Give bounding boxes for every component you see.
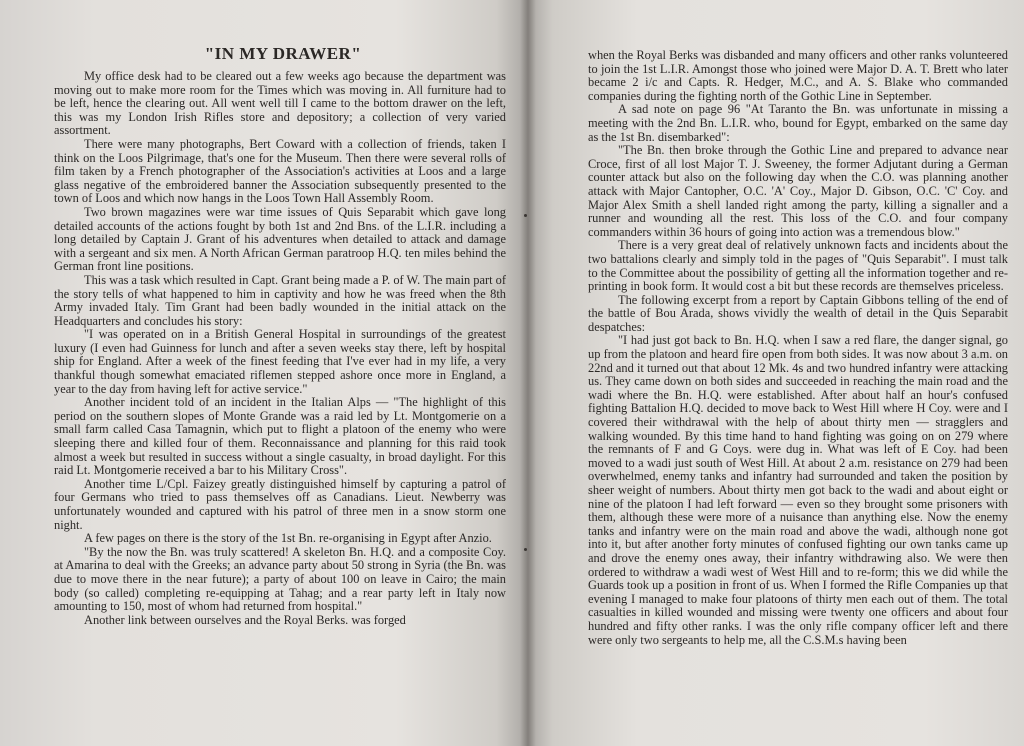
binding-staple-bottom	[524, 548, 527, 551]
left-paragraph-1: My office desk had to be cleared out a few weeks ago because the department was moving out to make more room for the Times which was moving in. All furniture had to be left, hence the clearing out. All went well till I came to the bottom drawer on the left, this was my London Irish Rifles store and depository; a collection of very varied assortment.	[54, 69, 506, 138]
left-paragraph-8: A few pages on there is the story of the 1st Bn. re-organising in Egypt after Anzio.	[84, 531, 492, 546]
left-paragraph-10: Another link between ourselves and the Royal Berks. was forged	[84, 612, 406, 627]
book-gutter	[520, 0, 536, 746]
left-paragraph-5: "I was operated on in a British General Hospital in surroundings of the greatest luxury (I even had Guinness for lunch and after a seven weeks stay there, left by hospital ship for England. After a week of the finest feeding that I've ever had in my life, a very thankful though somewhat emaciated riflemen stepped ashore once more in England, a year to the day from having left for active service."	[54, 327, 506, 396]
left-paragraph-6: Another incident told of an incident in the Italian Alps — "The highlight of this period on the southern slopes of Monte Grande was a raid led by Lt. Montgomerie on a small farm called Casa Tamagnin, which put to flight a platoon of the enemy who were sleeping there and killed four of them. Reconnaissance and planning for this raid took almost a week but resulted in success without a single casualty, in broad daylight. For this raid Lt. Montgomerie received a bar to his Military Cross".	[54, 395, 506, 478]
right-paragraph-2: A sad note on page 96 "At Taranto the Bn. was unfortunate in missing a meeting with the 2nd Bn. L.I.R. who, bound for Egypt, embarked on the same day as the 1st Bn. disembarked":	[588, 102, 1008, 144]
left-paragraph-2: There were many photographs, Bert Coward with a collection of friends, taken I think on the Loos Pilgrimage, that's one for the Museum. Then there were several rolls of film taken by a French photographer of the Association's activities at Loos and a large glass negative of the embroidered banner the Association subsequently presented to the town of Loos and which now hangs in the Loos Town Hall Assembly Room.	[54, 136, 506, 206]
right-paragraph-6: "I had just got back to Bn. H.Q. when I saw a red flare, the danger signal, go up from the platoon and heard fire open from both sides. It was now about 3 a.m. on 22nd and it turned out that about 12 Mk. 4s and two hundred infantry were attacking us. They came down on both sides and succeeded in reaching the main road and the wadi where the Bn. H.Q. were established. After about half an hour's confused fighting Battalion H.Q. decided to move back to West Hill where H Coy. were and I covered their withdrawal with the help of about thirty men — stragglers and walking wounded. By this time hand to hand fighting was going on on 279 where the remnants of F and G Coys. were dug in. What was left of E Coy. had been moved to a wadi just south of West Hill. At about 2 a.m. resistance on 279 had been overwhelmed, enemy tanks and infantry had surrounded and taken the position by sheer weight of numbers. About thirty men got back to the wadi and about eight or nine of the platoon I had left forward — even so they brought some prisoners with them, although these were more of a nuisance than anything else. Now the enemy tanks and infantry were on the main road and above the wadi, although none got into it, but after another forty minutes of confused fighting our own tanks came up and drove the enemy ones away, their infantry withdrawing also. We were then ordered to withdraw a wadi west of West Hill and to re-form; this we did while the Guards took up a position in front of us. When I formed the Rifle Companies up that evening I managed to make four platoons of thirty men each out of them. The total casualties in killed wounded and missing were twenty one officers and about four hundred and fifty other ranks. I was the only rifle company officer left and there were only two sergeants to help me, all the C.S.M.s having been	[588, 333, 1008, 647]
right-paragraph-3: "The Bn. then broke through the Gothic Line and prepared to advance near Croce, first of all lost Major T. J. Sweeney, the former Adjutant during a German counter attack but also on the following day when the C.O. was planning another attack with Major Cantopher, O.C. 'A' Coy., Major D. Gibson, O.C. 'C' Coy. and Major Alex Smith a shell landed right among the party, killing a signaller and a runner and wounding all the rest. This loss of the C.O. and four company commanders within 36 hours of going into action was a tremendous blow."	[588, 143, 1008, 239]
right-page	[528, 0, 1024, 746]
right-paragraph-1: when the Royal Berks was disbanded and many officers and other ranks volunteered to join the 1st L.I.R. Amongst those who joined were Major D. A. T. Brett who later became 2 i/c and Capts. R. Hedger, M.C., and A. S. Blake who commanded companies during the fighting north of the Gothic Line in September.	[588, 48, 1008, 103]
right-paragraph-4: There is a very great deal of relatively unknown facts and incidents about the two battalions clearly and simply told in the pages of "Quis Separabit". I must talk to the Committee about the possibility of getting all the information together and re-printing in book form. It would cost a bit but these records are themselves priceless.	[588, 238, 1008, 294]
left-paragraph-9: "By the now the Bn. was truly scattered! A skeleton Bn. H.Q. and a composite Coy. at Amarina to deal with the Greeks; an advance party about 50 strong in Syria (the Bn. was due to move there in the near future); a party of about 100 on leave in Cairo; the main body (so called) completing re-equipping at Tahag; and a rear party left in Italy now amounting to 150, most of whom had returned from hospital."	[54, 544, 506, 614]
right-paragraph-5: The following excerpt from a report by Captain Gibbons telling of the end of the battle of Bou Arada, shows vividly the wealth of detail in the Quis Separabit despatches:	[588, 292, 1008, 334]
binding-staple-top	[524, 214, 527, 217]
left-paragraph-4: This was a task which resulted in Capt. Grant being made a P. of W. The main part of the story tells of what happened to him in captivity and how he was freed when the 8th Army invaded Italy. Tim Grant had been badly wounded in the initial attack on the Headquarters and concludes his story:	[54, 272, 506, 328]
article-title: "IN MY DRAWER"	[204, 44, 362, 63]
left-paragraph-7: Another time L/Cpl. Faizey greatly distinguished himself by capturing a patrol of four Germans who tried to pass themselves off as Canadians. Lieut. Newberry was unfortunately wounded and captured with his patrol of three men in a snow storm one night.	[54, 476, 506, 532]
left-paragraph-3: Two brown magazines were war time issues of Quis Separabit which gave long detailed accounts of the actions fought by both 1st and 2nd Bns. of the L.I.R. including a long detailed by Captain J. Grant of his adventures when detailed to attack and damage with a sergeant and six men. A North African German paratroop H.Q. ten miles behind the German front line positions.	[54, 204, 506, 274]
